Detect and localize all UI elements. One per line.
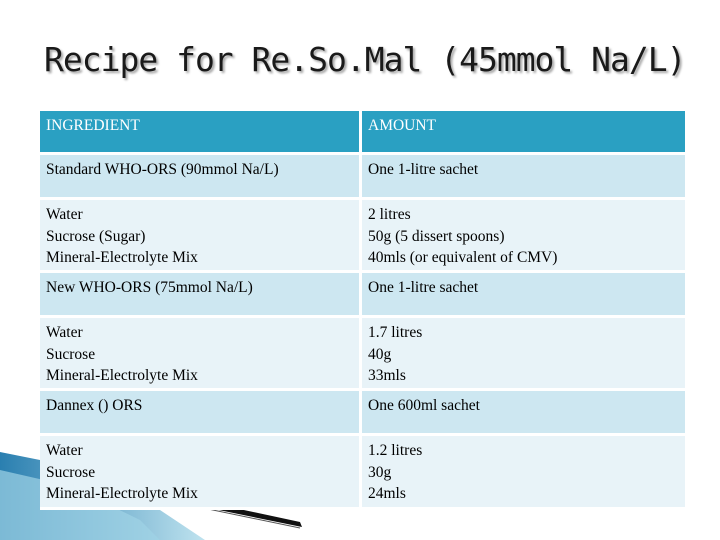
amount-cell (362, 200, 688, 273)
cell-line: Mineral-Electrolyte Mix (46, 485, 198, 502)
page-title: Recipe for Re.So.Mal (45mmol Na/L) (44, 40, 686, 79)
ingredient-cell (40, 436, 362, 510)
cell-line: 24mls (368, 485, 406, 502)
ingredient-cell (40, 318, 362, 391)
cell-line: Water (46, 324, 83, 341)
cell-line: Water (46, 206, 83, 223)
table-row (40, 155, 688, 200)
cell-line: Sucrose (46, 345, 96, 363)
amount-cell (362, 318, 688, 391)
table-row (40, 273, 688, 318)
cell-line: Water (46, 442, 83, 459)
ingredient-cell (40, 155, 362, 200)
cell-line: 33mls (368, 367, 406, 384)
cell-line: 2 litres (368, 206, 411, 223)
recipe-table (40, 111, 688, 510)
header-ingredient: INGREDIENT (40, 111, 362, 155)
cell-line: 50g (5 dissert spoons) (368, 227, 505, 245)
cell-line: Mineral-Electrolyte Mix (46, 367, 198, 384)
ingredient-cell (40, 391, 362, 436)
amount-cell (362, 436, 688, 510)
ingredient-cell (40, 273, 362, 318)
amount-cell (362, 273, 688, 318)
table-row (40, 318, 688, 391)
cell-line: Sucrose (46, 463, 96, 481)
cell-line: Dannex () ORS (46, 397, 143, 414)
table-row (40, 391, 688, 436)
table-row (40, 200, 688, 273)
amount-cell (362, 155, 688, 200)
cell-line: One 600ml sachet (368, 397, 480, 414)
cell-line: Mineral-Electrolyte Mix (46, 249, 198, 266)
cell-line: 30g (368, 463, 392, 481)
cell-line: One 1-litre sachet (368, 279, 479, 296)
amount-cell (362, 391, 688, 436)
cell-line: 1.2 litres (368, 442, 423, 459)
ingredient-cell (40, 200, 362, 273)
table-header-row (40, 111, 688, 155)
cell-line: Sucrose (Sugar) (46, 227, 146, 245)
cell-line: 40mls (or equivalent of CMV) (368, 249, 558, 266)
table-row (40, 436, 688, 510)
cell-line: 1.7 litres (368, 324, 423, 341)
cell-line: One 1-litre sachet (368, 161, 479, 178)
cell-line: Standard WHO-ORS (90mmol Na/L) (46, 161, 279, 178)
header-amount: AMOUNT (362, 111, 688, 155)
cell-line: New WHO-ORS (75mmol Na/L) (46, 279, 253, 296)
cell-line: 40g (368, 345, 392, 363)
